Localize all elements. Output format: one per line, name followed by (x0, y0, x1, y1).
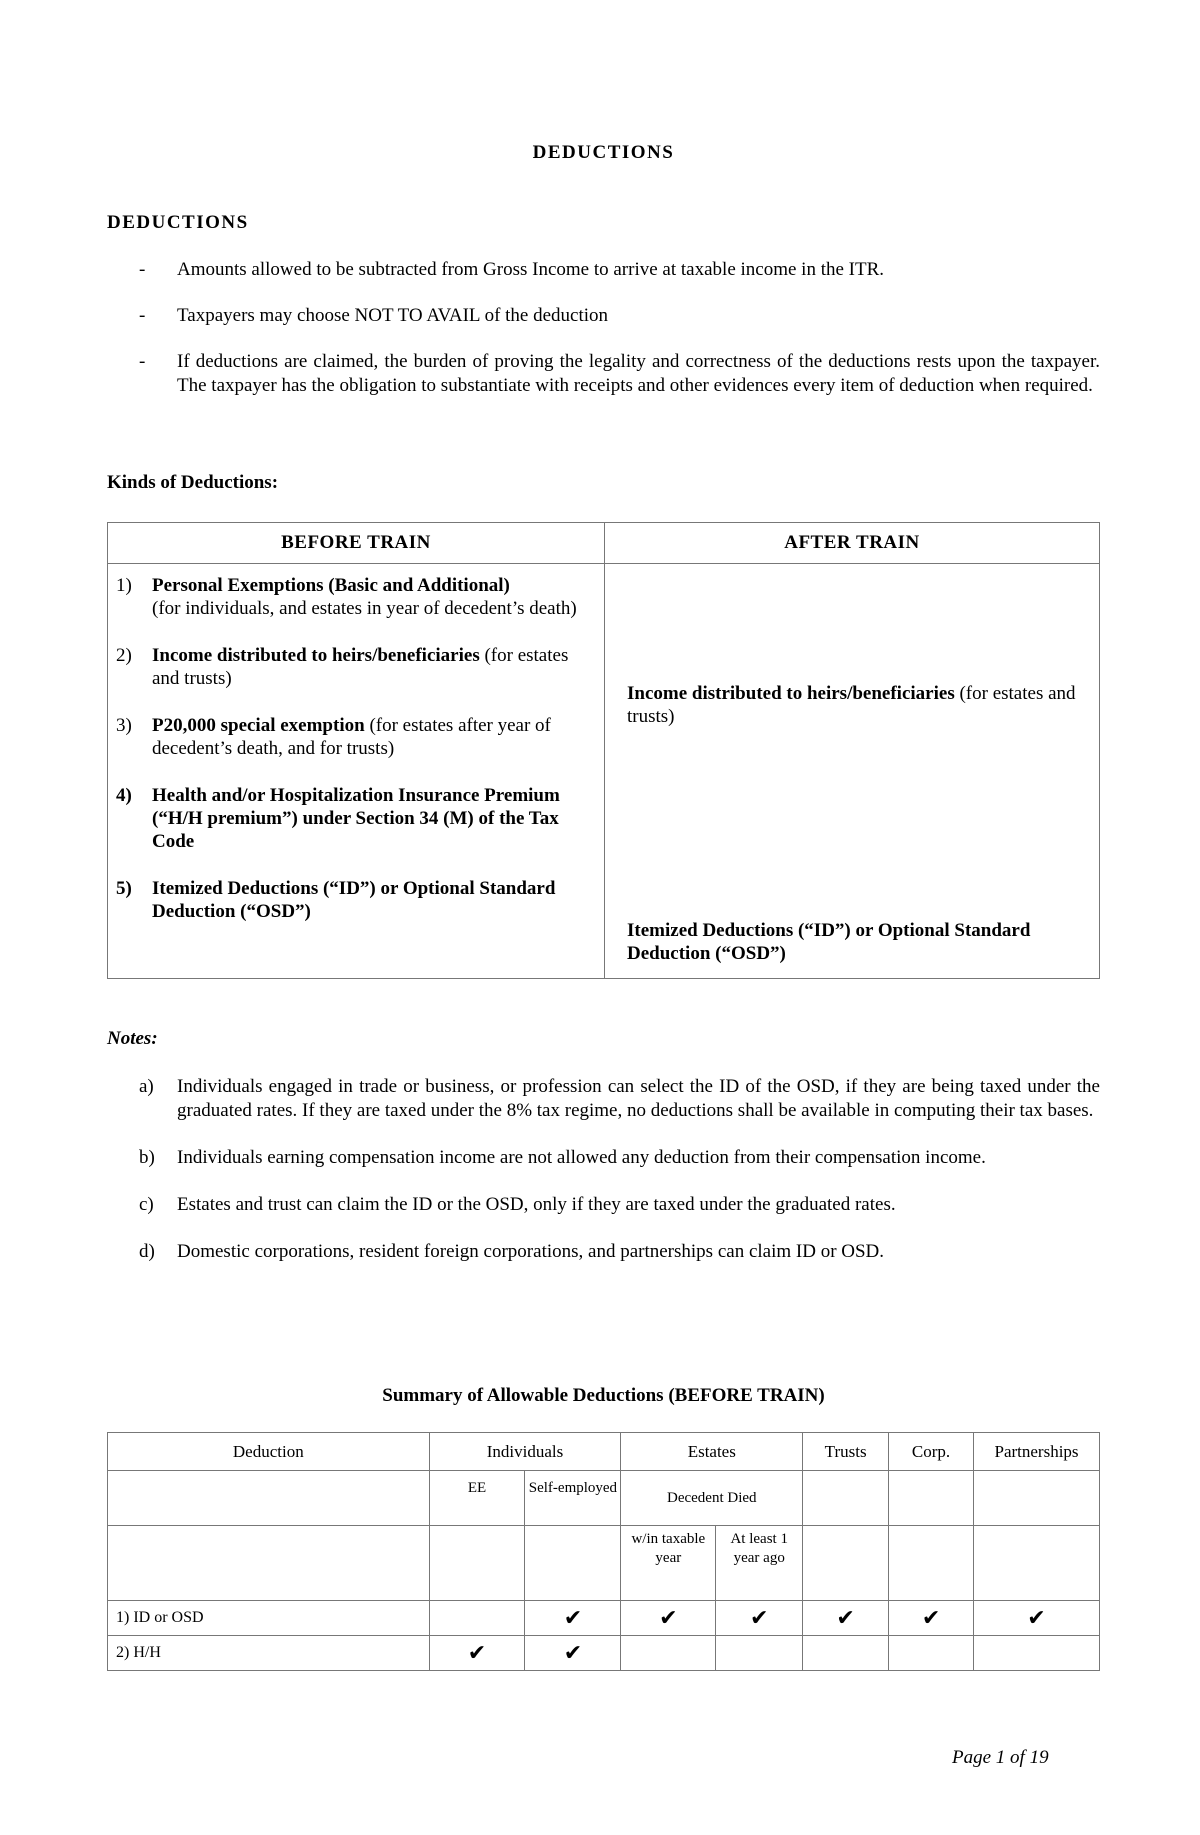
check-icon: ✔ (716, 1601, 803, 1636)
before-item: 3) P20,000 special exemption (for estates after year of decedent’s death, and for trusts) (116, 715, 551, 759)
col-header-corp: Corp. (889, 1433, 974, 1471)
subheader-ee: EE (429, 1471, 525, 1526)
subheader-at-least-1-year: At least 1 year ago (716, 1526, 803, 1601)
document-title: DEDUCTIONS (532, 142, 675, 163)
check-icon (716, 1636, 803, 1671)
before-item: 2) Income distributed to heirs/beneficiaries (for estates and trusts) (116, 645, 569, 689)
check-icon (429, 1601, 525, 1636)
section-heading: DEDUCTIONS (107, 212, 249, 233)
notes-list (107, 1075, 1100, 1287)
col-header-trusts: Trusts (803, 1433, 889, 1471)
check-icon (974, 1636, 1100, 1671)
train-comparison-table (107, 522, 1100, 979)
page-number: Page 1 of 19 (952, 1747, 1049, 1768)
row-label: 2) H/H (108, 1636, 430, 1671)
note-item: b) Individuals earning compensation income are not allowed any deduction from their compensation income. (139, 1147, 986, 1168)
check-icon (889, 1636, 974, 1671)
before-item: 1) Personal Exemptions (Basic and Additional) (for individuals, and estates in year of decedent’s death) (116, 575, 577, 619)
bullet-item: - If deductions are claimed, the burden of proving the legality and correctness of the deductions rests upon the taxpayer. The taxpayer has the obligation to substantiate with receipts and other evidences every item of deduction when required. (139, 351, 1100, 396)
check-icon: ✔ (525, 1636, 621, 1671)
row-label: 1) ID or OSD (108, 1601, 430, 1636)
col-header-deduction: Deduction (108, 1433, 430, 1471)
bullet-item: - Amounts allowed to be subtracted from Gross Income to arrive at taxable income in the ITR. (139, 259, 885, 280)
subheader-decedent-died: Decedent Died (621, 1471, 803, 1526)
after-train-cell (605, 564, 1100, 979)
note-item: d) Domestic corporations, resident foreign corporations, and partnerships can claim ID or OSD. (139, 1241, 885, 1262)
check-icon: ✔ (974, 1601, 1100, 1636)
after-item: Income distributed to heirs/beneficiaries (for estates and trusts) (627, 683, 1076, 727)
check-icon: ✔ (621, 1601, 716, 1636)
subheader-self-employed: Self-employed (525, 1471, 621, 1526)
before-train-header: BEFORE TRAIN (108, 523, 605, 564)
after-train-header: AFTER TRAIN (605, 523, 1100, 564)
check-icon: ✔ (803, 1601, 889, 1636)
bullet-item: - Taxpayers may choose NOT TO AVAIL of the deduction (139, 305, 609, 326)
subheader-within-year: w/in taxable year (621, 1526, 716, 1601)
check-icon (803, 1636, 889, 1671)
before-item: 4) Health and/or Hospitalization Insurance Premium (“H/H premium”) under Section 34 (M) of the Tax Code (116, 785, 560, 852)
note-item: a) Individuals engaged in trade or business, or profession can select the ID of the OSD, if they are being taxed under the graduated rates. If they are taxed under the 8% tax regime, no deductions shall be available in computing their tax bases. (139, 1076, 1100, 1121)
check-icon: ✔ (525, 1601, 621, 1636)
col-header-estates: Estates (621, 1433, 803, 1471)
kinds-heading: Kinds of Deductions: (107, 472, 279, 493)
check-icon (621, 1636, 716, 1671)
bullet-list (107, 258, 1100, 420)
summary-title: Summary of Allowable Deductions (BEFORE TRAIN) (382, 1385, 825, 1406)
col-header-partnerships: Partnerships (974, 1433, 1100, 1471)
check-icon: ✔ (429, 1636, 525, 1671)
note-item: c) Estates and trust can claim the ID or the OSD, only if they are taxed under the graduated rates. (139, 1194, 896, 1215)
before-train-cell (108, 564, 605, 979)
summary-table (107, 1432, 1100, 1671)
notes-heading: Notes: (107, 1028, 158, 1049)
before-item: 5) Itemized Deductions (“ID”) or Optional Standard Deduction (“OSD”) (116, 878, 556, 922)
table-row (108, 1601, 1100, 1636)
table-row (108, 1636, 1100, 1671)
check-icon: ✔ (889, 1601, 974, 1636)
col-header-individuals: Individuals (429, 1433, 621, 1471)
after-item: Itemized Deductions (“ID”) or Optional Standard Deduction (“OSD”) (627, 920, 1031, 964)
